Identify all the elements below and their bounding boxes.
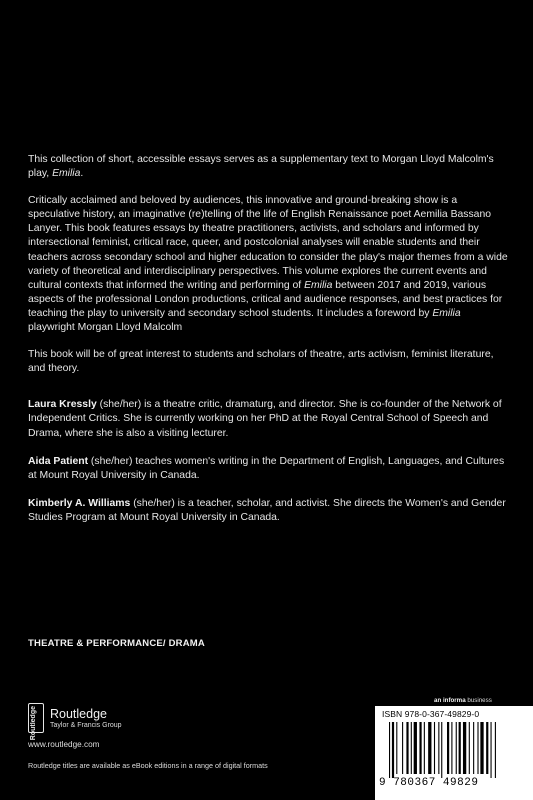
barcode-bar: [473, 722, 474, 774]
barcode-bar: [406, 722, 408, 774]
back-cover-text: [28, 153, 508, 538]
barcode-bar: [486, 722, 488, 774]
summary-text-a: Critically acclaimed and beloved by audiences, this innovative and ground-breaking show is a speculative history, an imaginative (re)telling of the life of English Renaissance poet Aemilia Bassano Lanyer. This book features essays by theatre practitioners, activists, and scholars and informed by intersectional feminist, critical race, queer, and postcolonial analyses will enable students and their teachers across secondary school and higher education to consider the play's major themes from a wide variety of theoretical and interdisciplinary perspectives. This volume explores the current events and cultural contexts that informed the writing and performing of: [28, 195, 508, 291]
barcode-bar: [447, 722, 449, 774]
barcode-bar: [428, 722, 431, 774]
barcode-bar: [495, 722, 496, 778]
publisher-group: Taylor & Francis Group: [50, 721, 122, 729]
author-bio: [28, 455, 508, 483]
barcode-bar: [414, 722, 417, 774]
barcode-bar: [389, 722, 390, 778]
author-name: Kimberly A. Williams: [28, 497, 131, 509]
publisher-text: [50, 707, 122, 730]
logo-lettering: Routledge: [30, 706, 37, 741]
intro-text: This collection of short, accessible essays serves as a supplementary text to Morgan Lloyd Malcolm's play,: [28, 154, 494, 180]
author-name: Aida Patient: [28, 455, 89, 467]
barcode-bar: [438, 722, 439, 774]
barcode-box: [375, 706, 533, 800]
summary-paragraph: [28, 194, 508, 335]
barcode-bar: [392, 722, 394, 778]
author-bio-text: (she/her) is a theatre critic, dramaturg, and director. She is co-founder of the Network of Independent Critics. She is currently working on her PhD at the Royal Central School of Speech and Drama, where she is also a visiting lecturer.: [28, 399, 502, 439]
barcode-digits: 9 780367 49829: [379, 777, 479, 789]
informa-tagline: [434, 697, 492, 704]
barcode-bar: [469, 722, 470, 774]
barcode-bar: [459, 722, 461, 774]
play-title: Emilia: [304, 279, 333, 291]
publisher-name: Routledge: [50, 706, 107, 721]
play-title: Emilia: [432, 307, 461, 319]
intro-end: .: [80, 168, 84, 180]
barcode-bar: [434, 722, 435, 774]
barcode-bar: [402, 722, 403, 774]
isbn-label: ISBN 978-0-367-49829-0: [382, 709, 480, 719]
barcode-bar: [480, 722, 483, 774]
author-name: Laura Kressly: [28, 399, 97, 411]
publisher-block: [28, 703, 122, 741]
intro-paragraph: [28, 153, 508, 181]
routledge-logo-icon: [28, 703, 44, 741]
barcode-bar: [419, 722, 421, 774]
barcode-bar: [424, 722, 425, 774]
audience-paragraph: This book will be of great interest to students and scholars of theatre, arts activism, feminist literature, and theory.: [28, 349, 494, 375]
publisher-website[interactable]: www.routledge.com: [28, 740, 100, 749]
author-bio: [28, 497, 508, 525]
barcode-bar: [477, 722, 478, 774]
barcode-icon: [387, 722, 533, 778]
author-bio-text: (she/her) is a teacher, scholar, and activist. She directs the Women's and Gender Studies Program at Mount Royal University in Canada.: [28, 497, 506, 523]
play-title: Emilia: [52, 168, 81, 180]
barcode-bar: [451, 722, 452, 774]
subject-category: THEATRE & PERFORMANCE/ DRAMA: [28, 638, 205, 649]
author-bio: [28, 398, 508, 440]
barcode-bar: [491, 722, 492, 778]
barcode-bar: [411, 722, 412, 774]
barcode-bar: [441, 722, 442, 778]
ebook-note: Routledge titles are available as eBook editions in a range of digital formats: [28, 761, 268, 770]
barcode-bar: [456, 722, 457, 774]
barcode-bar: [396, 722, 397, 774]
summary-text-b: between 2017 and 2019, various aspects of the professional London productions, critical and audience responses, and best practices for teaching the play to university and secondary school students. It includes a foreword by: [28, 279, 503, 319]
summary-text-c: playwright Morgan Lloyd Malcolm: [28, 322, 183, 334]
barcode-bar: [463, 722, 466, 774]
informa-suffix: business: [467, 697, 492, 704]
author-bio-text: (she/her) teaches women's writing in the Department of English, Languages, and Cultures at Mount Royal University in Canada.: [28, 455, 505, 481]
informa-brand: an informa: [434, 697, 466, 704]
